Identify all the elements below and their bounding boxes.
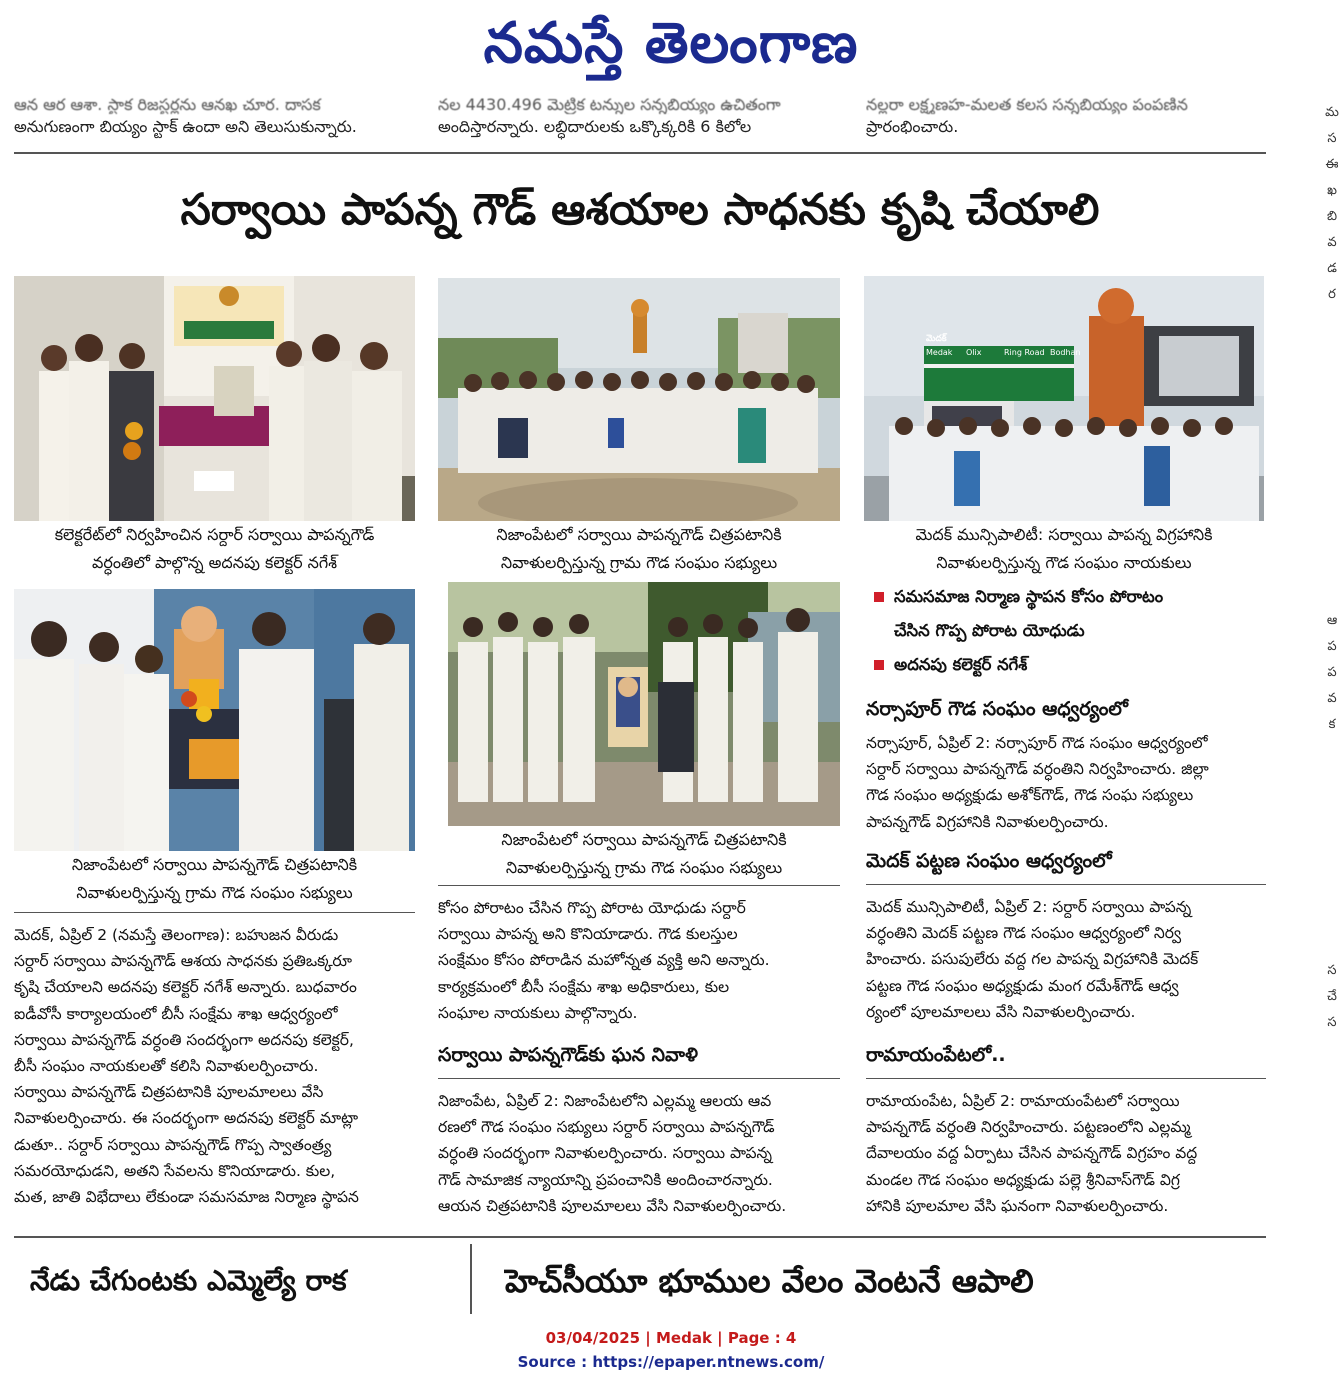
column-divider [866,884,1266,885]
column-divider [14,912,415,913]
signboard-medak-en: Medak [926,348,953,357]
bottom-right-headline: హెచ్‌సీయూ భూముల వేలం వెంటనే ఆపాలి [505,1262,1034,1300]
narsapur-article: నర్సాపూర్, ఏప్రిల్ 2: నర్సాపూర్ గౌడ సంఘం ఆధ్వర్యంలో సర్దార్ సర్వాయి పాపన్నగౌడ్ వర్ధంతిని నిర్వహించారు. జిల్లా గౌడ సంఘం అధ్యక్షుడు అశోక్‌గౌడ్, గౌడ సంఘ సభ్యులు పాపన్నగౌడ్ విగ్రహానికి నివాళులర్పించారు. [866,734,1209,831]
caption-collectorate: కలెక్టరేట్‌లో నిర్వహించిన సర్దార్ సర్వాయి పాపన్నగౌడ్ వర్ధంతిలో పాల్గొన్న అదనపు కలెక్టర్ నగేశ్ [54,525,375,572]
nizampet-article: నిజాంపేట, ఏప్రిల్ 2: నిజాంపేటలోని ఎల్లమ్మ ఆలయ ఆవ రణలో గౌడ సంఘం సభ్యులు సర్దార్ సర్వాయి పాపన్నగౌడ్ వర్ధంతి సందర్భంగా నివాళులర్పించారు. సర్వాయి పాపన్న గౌడ్ సామాజిక న్యాయాన్ని ప్రపంచానికి అందించారన్నారు. ఆయన చిత్రపటానికి పూలమాలలు వేసి నివాళులర్పించారు. [438,1092,787,1215]
column-divider [470,1244,472,1314]
ramayampet-article: రామాయంపేట, ఏప్రిల్ 2: రామాయంపేటలో సర్వాయి పాపన్నగౌడ్ వర్ధంతి నిర్వహించారు. పట్టణంలోని ఎల్లమ్మ దేవాలయం వద్ద ఏర్పాటు చేసిన పాపన్నగౌడ్ విగ్రహం వద్ద మండల గౌడ సంఘం అధ్యక్షుడు పల్లె శ్రీనివాస్‌గౌడ్ విగ్ర హానికి పూలమాల వేసి ఘనంగా నివాళులర్పించారు. [866,1092,1198,1215]
footer-date-line: 03/04/2025 | Medak | Page : 4 [545,1329,797,1347]
caption-portrait-tribute: నిజాంపేటలో సర్వాయి పాపన్నగౌడ్ చిత్రపటానికి నివాళులర్పిస్తున్న గ్రామ గౌడ సంఘం సభ్యులు [501,830,787,877]
caption-medak-statue: మెదక్ మున్సిపాలిటీ: సర్వాయి పాపన్న విగ్రహానికి నివాళులర్పిస్తున్న గౌడ సంఘం నాయకులు [915,525,1213,572]
highlight-box [866,580,1266,684]
signboard-bodhan: Bodhan [1050,348,1081,357]
column-divider [866,1078,1266,1079]
footer-source-link[interactable]: Source : https://epaper.ntnews.com/ [517,1353,825,1371]
narsapur-subhead: నర్సాపూర్ గౌడ సంఘం ఆధ్వర్యంలో [866,698,1128,720]
medak-town-article: మెదక్ మున్సిపాలిటీ, ఏప్రిల్ 2: సర్దార్ సర్వాయి పాపన్న వర్ధంతిని మెదక్ పట్టణ గౌడ సంఘం ఆధ్వర్యంలో నిర్వ హించారు. పసుపులేరు వద్ద గల పాపన్న విగ్రహానికి మెదక్ పట్టణ గౌడ సంఘం అధ్యక్షుడు మంగ రమేశ్‌గౌడ్ ఆధ్వ ర్యంలో పూలమాలలు వేసి నివాళులర్పించారు. [866,898,1199,1021]
previous-article-col1: ఆన ఆర ఆశా. స్టాక రిజస్టర్లను ఆనఖ చూర. దాసక అనుగుణంగా బియ్యం స్టాక్ ఉందా అని తెలుసుకున్నారు. [14,95,357,136]
photo-statue-garland [14,589,415,851]
main-article-col1: మెదక్, ఏప్రిల్ 2 (నమస్తే తెలంగాణ): బహుజన వీరుడు సర్దార్ సర్వాయి పాపన్నగౌడ్ ఆశయ సాధనకు ప్రతిఒక్కరూ కృషి చేయాలని అదనపు కలెక్టర్ నగేశ్ అన్నారు. బుధవారం ఐడీవోసీ కార్యాలయంలో బీసీ సంక్షేమ శాఖ ఆధ్వర్యంలో సర్వాయి పాపన్నగౌడ్ వర్ధంతి సందర్భంగా అదనపు కలెక్టర్, బీసీ సంఘం నాయకులతో కలిసి నివాళులర్పించారు. సర్వాయి పాపన్నగౌడ్ చిత్రపటానికి పూలమాలలు వేసి నివాళులర్పించారు. ఈ సందర్భంగా అదనపు కలెక్టర్ మాట్లా డుతూ.. సర్దార్ సర్వాయి పాపన్నగౌడ్ గొప్ప స్వాతంత్ర్య సమరయోధుడని, అతని సేవలను కొనియాడారు. కుల, మత, జాతి విభేదాలు లేకుండా సమసమాజ నిర్మాణ స్థాపన [14,926,359,1207]
bullet-square-icon [874,660,884,670]
caption-nizampet-group: నిజాంపేటలో సర్వాయి పాపన్నగౌడ్ చిత్రపటానికి నివాళులర్పిస్తున్న గ్రామ గౌడ సంఘం సభ్యులు [496,525,782,572]
highlight-item: సమసమాజ నిర్మాణ స్థాపన కోసం పోరాటం చేసిన గొప్ప పోరాట యోధుడు [866,580,1266,648]
page-footer [0,1326,1342,1374]
signboard-medak: మెదక్ [926,334,947,344]
main-headline: సర్వాయి పాపన్న గౌడ్ ఆశయాల సాధనకు కృషి చేయాలి [180,185,1100,235]
highlight-item: అదనపు కలెక్టర్ నగేశ్ [866,648,1266,682]
medak-town-subhead: మెదక్ పట్టణ సంఘం ఆధ్వర్యంలో [866,850,1112,872]
caption-statue-garland: నిజాంపేటలో సర్వాయి పాపన్నగౌడ్ చిత్రపటానికి నివాళులర్పిస్తున్న గ్రామ గౌడ సంఘం సభ్యులు [71,855,358,902]
section-divider [14,1236,1266,1238]
bullet-square-icon [874,592,884,602]
signboard-area: Olix [966,348,982,357]
main-article-col2: కోసం పోరాటం చేసిన గొప్ప పోరాట యోధుడు సర్దార్ సర్వాయి పాపన్న అని కొనియాడారు. గౌడ కులస్తుల సంక్షేమం కోసం పోరాడిన మహోన్నత వ్యక్తి అని అన్నారు. కార్యక్రమంలో బీసీ సంక్షేమ శాఖ అధికారులు, కుల సంఘాల నాయకులు పాల్గొన్నారు. [438,899,770,1022]
nizampet-subhead: సర్వాయి పాపన్నగౌడ్‌కు ఘన నివాళి [438,1044,698,1066]
previous-article-col2: నల 4430.496 మెట్రిక టన్నుల సన్నబియ్యం ఉచితంగా అందిస్తారన్నారు. లబ్ధిదారులకు ఒక్కొక్కరికి 6 కిలోల [438,95,781,136]
photo-nizampet-group [438,278,840,521]
bottom-left-headline: నేడు చేగుంటకు ఎమ్మెల్యే రాక [30,1264,347,1297]
section-divider [14,152,1266,154]
photo-medak-statue [864,276,1264,521]
previous-article-strip [14,92,1266,148]
adjacent-page-strip: మ స ఈ ఖ బి వ డ ర ఆ ప ప వ క స చే స [1325,105,1339,1030]
photo-portrait-tribute [448,582,840,826]
column-divider [438,885,840,886]
ramayampet-subhead: రామాయంపేటలో.. [866,1044,1006,1066]
masthead [0,0,1342,88]
column-divider [438,1078,840,1079]
photo-collectorate [14,276,415,521]
newspaper-logo: నమస్తే తెలంగాణ [483,11,859,76]
signboard-ring-road: Ring Road [1004,348,1045,357]
previous-article-col3: నల్లరా లక్ష్మణహ-మలత కలస సన్నబియ్యం పంపణిన ప్రారంభించారు. [866,95,1188,136]
